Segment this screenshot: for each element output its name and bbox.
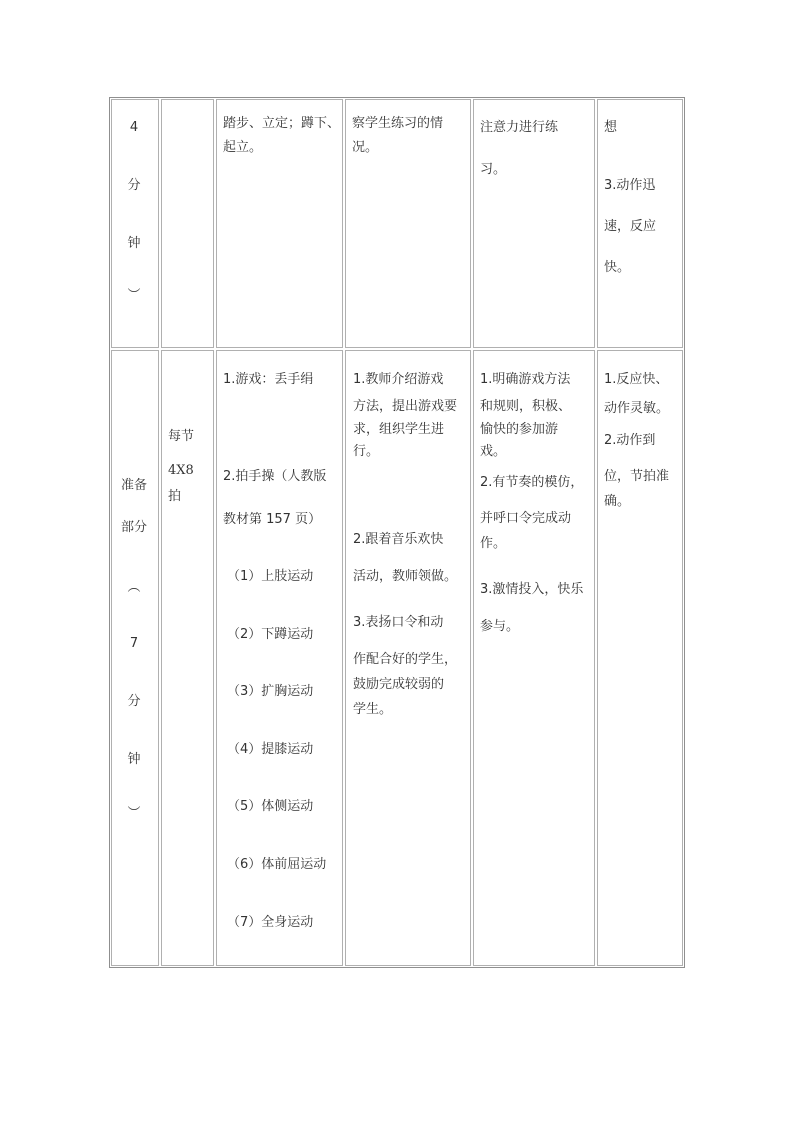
teacher-activity-line: 学生。 — [353, 702, 393, 717]
row1-requirement-line: 快。 — [604, 260, 631, 275]
student-activity-line: 2.有节奏的模仿， — [480, 475, 584, 490]
requirement-line: 动作灵敏。 — [604, 401, 670, 416]
row1-student-line: 习。 — [480, 162, 507, 177]
student-activity-line: 3.激情投入，快乐 — [480, 582, 584, 597]
teacher-activity-line: 3.表扬口令和动 — [353, 615, 444, 630]
student-activity-line: 参与。 — [480, 619, 520, 634]
exercise-item: （1）上肢运动 — [227, 569, 314, 584]
row2-time-char: ︵ — [127, 580, 141, 595]
teacher-activity-line: 作配合好的学生， — [353, 652, 458, 667]
teacher-activity-line: 行。 — [353, 444, 380, 459]
teacher-activity-line: 方法，提出游戏要 — [353, 399, 458, 414]
student-activity-line: 戏。 — [480, 444, 507, 459]
student-activity-line: 并呼口令完成动 — [480, 511, 572, 526]
row1-requirement-line: 想 — [604, 120, 618, 135]
row1-teacher-line: 况。 — [352, 140, 379, 155]
requirement-line: 确。 — [604, 494, 631, 509]
exercise-item: （4）提膝运动 — [227, 742, 314, 757]
game-item: 1.游戏：丢手绢 — [223, 372, 314, 387]
requirement-line: 位，节拍准 — [604, 469, 670, 484]
row1-time-char: ︶ — [127, 288, 141, 303]
row2-count-line: 4X8 — [168, 463, 194, 478]
clap-exercise-source: 教材第 157 页） — [223, 512, 322, 527]
student-activity-line: 1.明确游戏方法 — [480, 372, 571, 387]
row2-time-cell — [111, 350, 159, 966]
exercise-item: （2）下蹲运动 — [227, 627, 314, 642]
row1-time-char: 分 — [127, 178, 141, 193]
row1-teacher-line: 察学生练习的情 — [352, 116, 444, 131]
row2-count-line: 拍 — [168, 489, 182, 504]
exercise-item: （3）扩胸运动 — [227, 684, 314, 699]
row1-time-char: 钟 — [127, 236, 141, 251]
row1-content-line: 起立。 — [223, 140, 263, 155]
row2-time-char: 分 — [127, 694, 141, 709]
row1-count-cell — [161, 99, 214, 348]
row1-requirement-line: 速，反应 — [604, 219, 657, 234]
row1-time-char: 4 — [129, 120, 139, 135]
teacher-activity-line: 活动，教师领做。 — [353, 569, 458, 584]
requirement-line: 2.动作到 — [604, 433, 656, 448]
teacher-activity-line: 1.教师介绍游戏 — [353, 372, 444, 387]
row2-time-char: 部分 — [120, 520, 147, 535]
row1-student-line: 注意力进行练 — [480, 120, 559, 135]
row1-content-cell — [216, 99, 343, 348]
row2-time-char: 准备 — [120, 478, 147, 493]
clap-exercise-title: 2.拍手操（人教版 — [223, 469, 327, 484]
row2-time-char: 钟 — [127, 752, 141, 767]
row2-count-line: 每节 — [168, 429, 195, 444]
teacher-activity-line: 鼓励完成较弱的 — [353, 677, 445, 692]
row2-time-char: 7 — [129, 636, 139, 651]
row1-teacher-cell — [345, 99, 471, 348]
row1-content-line: 踏步、立定；蹲下、 — [223, 116, 341, 131]
student-activity-line: 作。 — [480, 536, 507, 551]
exercise-item: （5）体侧运动 — [227, 799, 314, 814]
exercise-item: （7）全身运动 — [227, 915, 314, 930]
teacher-activity-line: 2.跟着音乐欢快 — [353, 532, 444, 547]
student-activity-line: 和规则，积极、 — [480, 399, 572, 414]
exercise-item: （6）体前屈运动 — [227, 857, 327, 872]
row1-requirement-line: 3.动作迅 — [604, 178, 656, 193]
student-activity-line: 愉快的参加游 — [480, 422, 559, 437]
teacher-activity-line: 求，组织学生进 — [353, 422, 445, 437]
row2-time-char: ︶ — [127, 806, 141, 821]
requirement-line: 1.反应快、 — [604, 372, 669, 387]
